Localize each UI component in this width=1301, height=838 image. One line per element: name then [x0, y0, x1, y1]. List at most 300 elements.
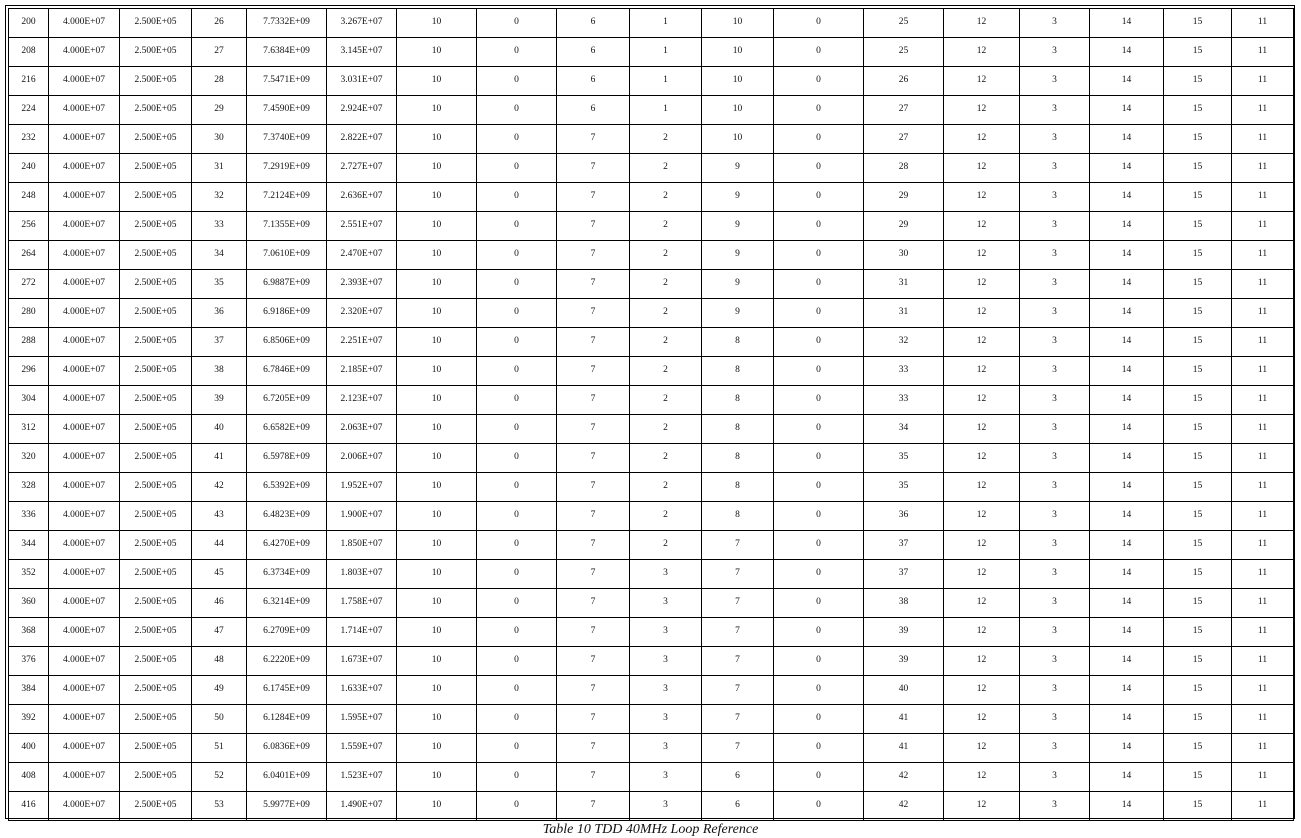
table-cell: 42: [864, 763, 944, 792]
table-cell: 8: [702, 415, 774, 444]
table-cell: 47: [192, 618, 247, 647]
table-cell: 4.000E+07: [49, 444, 120, 473]
table-cell: 360: [9, 589, 49, 618]
table-cell: 2: [630, 125, 702, 154]
table-cell: 14: [1090, 299, 1164, 328]
table-cell: 7: [557, 154, 630, 183]
table-cell: 3: [1020, 618, 1090, 647]
table-cell: 2: [630, 241, 702, 270]
table-cell: 0: [477, 444, 557, 473]
table-cell: 7: [702, 560, 774, 589]
table-cell: 2.727E+07: [327, 154, 397, 183]
table-cell: 6.5392E+09: [247, 473, 327, 502]
table-cell: 12: [944, 212, 1020, 241]
table-cell: 0: [477, 560, 557, 589]
table-cell: 11: [1232, 328, 1294, 357]
table-cell: 4.000E+07: [49, 676, 120, 705]
table-cell: 11: [1232, 734, 1294, 763]
table-cell: 10: [702, 38, 774, 67]
table-cell: 12: [944, 705, 1020, 734]
table-cell: 320: [9, 444, 49, 473]
table-cell: 15: [1164, 647, 1232, 676]
table-cell: 14: [1090, 647, 1164, 676]
table-cell: 2: [630, 473, 702, 502]
table-cell: 8: [702, 502, 774, 531]
table-cell: 6.4270E+09: [247, 531, 327, 560]
table-cell: 15: [1164, 473, 1232, 502]
table-cell: 1.490E+07: [327, 792, 397, 821]
table-cell: 33: [192, 212, 247, 241]
table-cell: 232: [9, 125, 49, 154]
table-cell: 26: [864, 67, 944, 96]
table-cell: 1: [630, 9, 702, 38]
table-cell: 0: [477, 270, 557, 299]
table-cell: 37: [192, 328, 247, 357]
table-cell: 5.9977E+09: [247, 792, 327, 821]
table-cell: 392: [9, 705, 49, 734]
table-cell: 14: [1090, 705, 1164, 734]
table-cell: 7: [557, 618, 630, 647]
table-cell: 14: [1090, 125, 1164, 154]
table-cell: 40: [864, 676, 944, 705]
table-cell: 2.500E+05: [120, 299, 192, 328]
table-cell: 3: [1020, 763, 1090, 792]
table-cell: 15: [1164, 386, 1232, 415]
table-cell: 0: [477, 589, 557, 618]
table-cell: 2: [630, 270, 702, 299]
table-cell: 0: [477, 328, 557, 357]
table-cell: 0: [774, 212, 864, 241]
table-row: [9, 154, 1294, 183]
table-cell: 7.6384E+09: [247, 38, 327, 67]
table-cell: 15: [1164, 357, 1232, 386]
table-cell: 11: [1232, 531, 1294, 560]
table-cell: 7: [557, 763, 630, 792]
table-cell: 2.636E+07: [327, 183, 397, 212]
table-cell: 7: [557, 502, 630, 531]
table-cell: 4.000E+07: [49, 473, 120, 502]
table-cell: 40: [192, 415, 247, 444]
table-cell: 6.1745E+09: [247, 676, 327, 705]
table-cell: 0: [477, 125, 557, 154]
table-cell: 46: [192, 589, 247, 618]
table-cell: 44: [192, 531, 247, 560]
table-cell: 4.000E+07: [49, 618, 120, 647]
table-cell: 0: [477, 299, 557, 328]
table-cell: 39: [192, 386, 247, 415]
table-cell: 3: [1020, 734, 1090, 763]
table-cell: 2: [630, 386, 702, 415]
table-cell: 14: [1090, 154, 1164, 183]
table-cell: 2.500E+05: [120, 154, 192, 183]
table-cell: 0: [774, 415, 864, 444]
table-cell: 408: [9, 763, 49, 792]
table-cell: 2.500E+05: [120, 589, 192, 618]
table-cell: 0: [477, 676, 557, 705]
table-cell: 12: [944, 386, 1020, 415]
table-cell: 2: [630, 502, 702, 531]
table-cell: 7: [557, 444, 630, 473]
table-cell: 2.500E+05: [120, 328, 192, 357]
table-cell: 7: [702, 676, 774, 705]
table-cell: 10: [397, 154, 477, 183]
table-cell: 0: [774, 386, 864, 415]
table-cell: 4.000E+07: [49, 241, 120, 270]
table-cell: 15: [1164, 502, 1232, 531]
table-cell: 0: [774, 618, 864, 647]
table-cell: 15: [1164, 270, 1232, 299]
table-cell: 0: [774, 328, 864, 357]
table-cell: 31: [864, 270, 944, 299]
table-cell: 3: [1020, 531, 1090, 560]
table-cell: 12: [944, 560, 1020, 589]
table-cell: 2: [630, 531, 702, 560]
table-cell: 4.000E+07: [49, 386, 120, 415]
table-cell: 37: [864, 531, 944, 560]
table-cell: 2.006E+07: [327, 444, 397, 473]
table-cell: 0: [477, 705, 557, 734]
table-cell: 14: [1090, 502, 1164, 531]
table-cell: 7: [557, 647, 630, 676]
table-cell: 2.500E+05: [120, 763, 192, 792]
table-cell: 2: [630, 299, 702, 328]
table-cell: 8: [702, 357, 774, 386]
table-row: [9, 415, 1294, 444]
table-cell: 7: [702, 531, 774, 560]
table-cell: 7.0610E+09: [247, 241, 327, 270]
table-cell: 7: [702, 647, 774, 676]
table-cell: 2.063E+07: [327, 415, 397, 444]
table-cell: 2: [630, 183, 702, 212]
table-cell: 12: [944, 299, 1020, 328]
table-cell: 10: [397, 502, 477, 531]
table-cell: 1.850E+07: [327, 531, 397, 560]
table-cell: 7: [557, 589, 630, 618]
table-cell: 7.1355E+09: [247, 212, 327, 241]
table-cell: 15: [1164, 212, 1232, 241]
table-cell: 6: [557, 9, 630, 38]
table-cell: 12: [944, 502, 1020, 531]
table-cell: 15: [1164, 125, 1232, 154]
table-cell: 11: [1232, 9, 1294, 38]
table-cell: 2.251E+07: [327, 328, 397, 357]
table-cell: 3: [1020, 9, 1090, 38]
table-cell: 6: [557, 38, 630, 67]
table-cell: 10: [397, 792, 477, 821]
table-cell: 6.6582E+09: [247, 415, 327, 444]
table-cell: 384: [9, 676, 49, 705]
table-cell: 7: [557, 125, 630, 154]
table-cell: 11: [1232, 96, 1294, 125]
table-cell: 10: [397, 270, 477, 299]
table-cell: 10: [397, 415, 477, 444]
table-cell: 240: [9, 154, 49, 183]
table-cell: 4.000E+07: [49, 763, 120, 792]
table-cell: 2.500E+05: [120, 9, 192, 38]
table-row: [9, 531, 1294, 560]
table-cell: 8: [702, 473, 774, 502]
table-cell: 3.267E+07: [327, 9, 397, 38]
table-cell: 3: [1020, 328, 1090, 357]
table-cell: 9: [702, 299, 774, 328]
table-cell: 53: [192, 792, 247, 821]
table-cell: 0: [477, 647, 557, 676]
table-cell: 3.031E+07: [327, 67, 397, 96]
table-cell: 14: [1090, 415, 1164, 444]
table-cell: 7.3740E+09: [247, 125, 327, 154]
table-cell: 6.2220E+09: [247, 647, 327, 676]
table-cell: 10: [397, 676, 477, 705]
table-cell: 352: [9, 560, 49, 589]
table-cell: 10: [397, 386, 477, 415]
table-cell: 34: [192, 241, 247, 270]
table-cell: 6.8506E+09: [247, 328, 327, 357]
table-cell: 3: [1020, 183, 1090, 212]
table-cell: 6.9887E+09: [247, 270, 327, 299]
table-cell: 0: [477, 241, 557, 270]
table-row: [9, 647, 1294, 676]
table-cell: 10: [397, 183, 477, 212]
table-cell: 1.633E+07: [327, 676, 397, 705]
table-cell: 11: [1232, 705, 1294, 734]
table-cell: 7: [557, 705, 630, 734]
table-cell: 36: [192, 299, 247, 328]
table-cell: 0: [774, 763, 864, 792]
table-cell: 29: [864, 212, 944, 241]
table-cell: 15: [1164, 415, 1232, 444]
table-row: [9, 299, 1294, 328]
table-row: [9, 763, 1294, 792]
table-cell: 3: [1020, 299, 1090, 328]
table-cell: 2.500E+05: [120, 96, 192, 125]
table-cell: 4.000E+07: [49, 560, 120, 589]
table-cell: 0: [774, 444, 864, 473]
table-cell: 15: [1164, 67, 1232, 96]
table-row: [9, 444, 1294, 473]
table-cell: 0: [477, 67, 557, 96]
table-cell: 12: [944, 531, 1020, 560]
table-cell: 10: [397, 444, 477, 473]
table-cell: 29: [864, 183, 944, 212]
table-cell: 1.952E+07: [327, 473, 397, 502]
table-cell: 2.500E+05: [120, 705, 192, 734]
table-cell: 4.000E+07: [49, 705, 120, 734]
table-cell: 4.000E+07: [49, 38, 120, 67]
table-cell: 3: [1020, 125, 1090, 154]
table-cell: 0: [477, 531, 557, 560]
table-cell: 2.500E+05: [120, 270, 192, 299]
table-cell: 0: [774, 734, 864, 763]
table-cell: 7: [702, 618, 774, 647]
table-cell: 12: [944, 676, 1020, 705]
table-cell: 328: [9, 473, 49, 502]
table-cell: 7: [557, 473, 630, 502]
table-row: [9, 502, 1294, 531]
table-cell: 28: [864, 154, 944, 183]
table-cell: 6.0836E+09: [247, 734, 327, 763]
table-cell: 10: [397, 328, 477, 357]
table-cell: 11: [1232, 241, 1294, 270]
table-cell: 2.500E+05: [120, 734, 192, 763]
table-row: [9, 9, 1294, 38]
table-cell: 2.500E+05: [120, 502, 192, 531]
table-cell: 7: [557, 560, 630, 589]
table-cell: 296: [9, 357, 49, 386]
table-body: [9, 9, 1294, 821]
table-cell: 7.5471E+09: [247, 67, 327, 96]
table-cell: 41: [864, 705, 944, 734]
table-cell: 6.3734E+09: [247, 560, 327, 589]
table-cell: 3: [1020, 212, 1090, 241]
table-cell: 312: [9, 415, 49, 444]
table-cell: 14: [1090, 183, 1164, 212]
table-cell: 12: [944, 415, 1020, 444]
table-cell: 8: [702, 386, 774, 415]
table-cell: 27: [864, 96, 944, 125]
table-cell: 2.551E+07: [327, 212, 397, 241]
table-cell: 30: [864, 241, 944, 270]
table-cell: 4.000E+07: [49, 9, 120, 38]
table-row: [9, 212, 1294, 241]
table-cell: 3: [630, 560, 702, 589]
table-cell: 11: [1232, 212, 1294, 241]
table-cell: 6.7205E+09: [247, 386, 327, 415]
table-cell: 2.500E+05: [120, 415, 192, 444]
table-cell: 10: [702, 125, 774, 154]
table-cell: 7: [557, 734, 630, 763]
table-cell: 1.714E+07: [327, 618, 397, 647]
table-cell: 10: [397, 212, 477, 241]
table-cell: 36: [864, 502, 944, 531]
table-cell: 7.2919E+09: [247, 154, 327, 183]
table-cell: 1.523E+07: [327, 763, 397, 792]
table-cell: 0: [774, 299, 864, 328]
table-cell: 15: [1164, 734, 1232, 763]
table-cell: 12: [944, 241, 1020, 270]
table-cell: 8: [702, 328, 774, 357]
table-cell: 4.000E+07: [49, 357, 120, 386]
table-cell: 2: [630, 212, 702, 241]
table-cell: 2.123E+07: [327, 386, 397, 415]
table-cell: 256: [9, 212, 49, 241]
table-cell: 12: [944, 473, 1020, 502]
table-cell: 27: [192, 38, 247, 67]
table-cell: 208: [9, 38, 49, 67]
table-cell: 0: [774, 38, 864, 67]
table-cell: 6.9186E+09: [247, 299, 327, 328]
table-cell: 7.2124E+09: [247, 183, 327, 212]
table-cell: 10: [397, 125, 477, 154]
table-cell: 3: [1020, 792, 1090, 821]
table-cell: 264: [9, 241, 49, 270]
table-cell: 3: [630, 676, 702, 705]
table-cell: 10: [397, 9, 477, 38]
table-cell: 3: [1020, 96, 1090, 125]
table-cell: 14: [1090, 589, 1164, 618]
table-cell: 12: [944, 38, 1020, 67]
table-cell: 7: [557, 792, 630, 821]
table-cell: 7: [557, 531, 630, 560]
table-cell: 31: [864, 299, 944, 328]
table-row: [9, 589, 1294, 618]
table-cell: 4.000E+07: [49, 531, 120, 560]
table-cell: 33: [864, 357, 944, 386]
table-cell: 48: [192, 647, 247, 676]
table-cell: 0: [477, 212, 557, 241]
table-cell: 200: [9, 9, 49, 38]
table-cell: 3: [630, 763, 702, 792]
table-cell: 3: [1020, 241, 1090, 270]
table-row: [9, 792, 1294, 821]
table-cell: 1.803E+07: [327, 560, 397, 589]
table-cell: 52: [192, 763, 247, 792]
table-cell: 3: [1020, 589, 1090, 618]
table-cell: 10: [702, 96, 774, 125]
table-cell: 4.000E+07: [49, 270, 120, 299]
table-cell: 14: [1090, 473, 1164, 502]
table-cell: 15: [1164, 183, 1232, 212]
table-cell: 0: [477, 763, 557, 792]
table-cell: 15: [1164, 96, 1232, 125]
table-row: [9, 705, 1294, 734]
table-cell: 11: [1232, 299, 1294, 328]
table-cell: 2.500E+05: [120, 38, 192, 67]
table-cell: 6: [557, 96, 630, 125]
table-cell: 12: [944, 67, 1020, 96]
table-cell: 7: [557, 270, 630, 299]
table-cell: 248: [9, 183, 49, 212]
table-cell: 2.500E+05: [120, 618, 192, 647]
table-cell: 14: [1090, 38, 1164, 67]
table-cell: 12: [944, 444, 1020, 473]
table-cell: 15: [1164, 676, 1232, 705]
table-cell: 1: [630, 38, 702, 67]
table-cell: 14: [1090, 96, 1164, 125]
table-cell: 0: [774, 676, 864, 705]
table-cell: 0: [477, 183, 557, 212]
table-cell: 1.758E+07: [327, 589, 397, 618]
table-cell: 11: [1232, 589, 1294, 618]
table-cell: 0: [477, 792, 557, 821]
table-cell: 4.000E+07: [49, 415, 120, 444]
table-cell: 41: [192, 444, 247, 473]
table-cell: 3: [1020, 38, 1090, 67]
table-cell: 12: [944, 96, 1020, 125]
table-cell: 6: [702, 792, 774, 821]
table-cell: 10: [397, 618, 477, 647]
table-cell: 3: [1020, 647, 1090, 676]
table-cell: 0: [774, 270, 864, 299]
table-row: [9, 676, 1294, 705]
table-row: [9, 357, 1294, 386]
table-cell: 2.320E+07: [327, 299, 397, 328]
table-cell: 3: [1020, 473, 1090, 502]
table-cell: 12: [944, 270, 1020, 299]
table-cell: 7: [557, 357, 630, 386]
table-cell: 0: [477, 386, 557, 415]
table-cell: 3: [1020, 386, 1090, 415]
table-cell: 6: [557, 67, 630, 96]
table-cell: 10: [397, 96, 477, 125]
table-cell: 10: [397, 38, 477, 67]
table-cell: 11: [1232, 676, 1294, 705]
table-row: [9, 560, 1294, 589]
table-cell: 2.470E+07: [327, 241, 397, 270]
table-cell: 3: [1020, 676, 1090, 705]
table-cell: 11: [1232, 502, 1294, 531]
table-cell: 11: [1232, 618, 1294, 647]
table-cell: 0: [774, 560, 864, 589]
